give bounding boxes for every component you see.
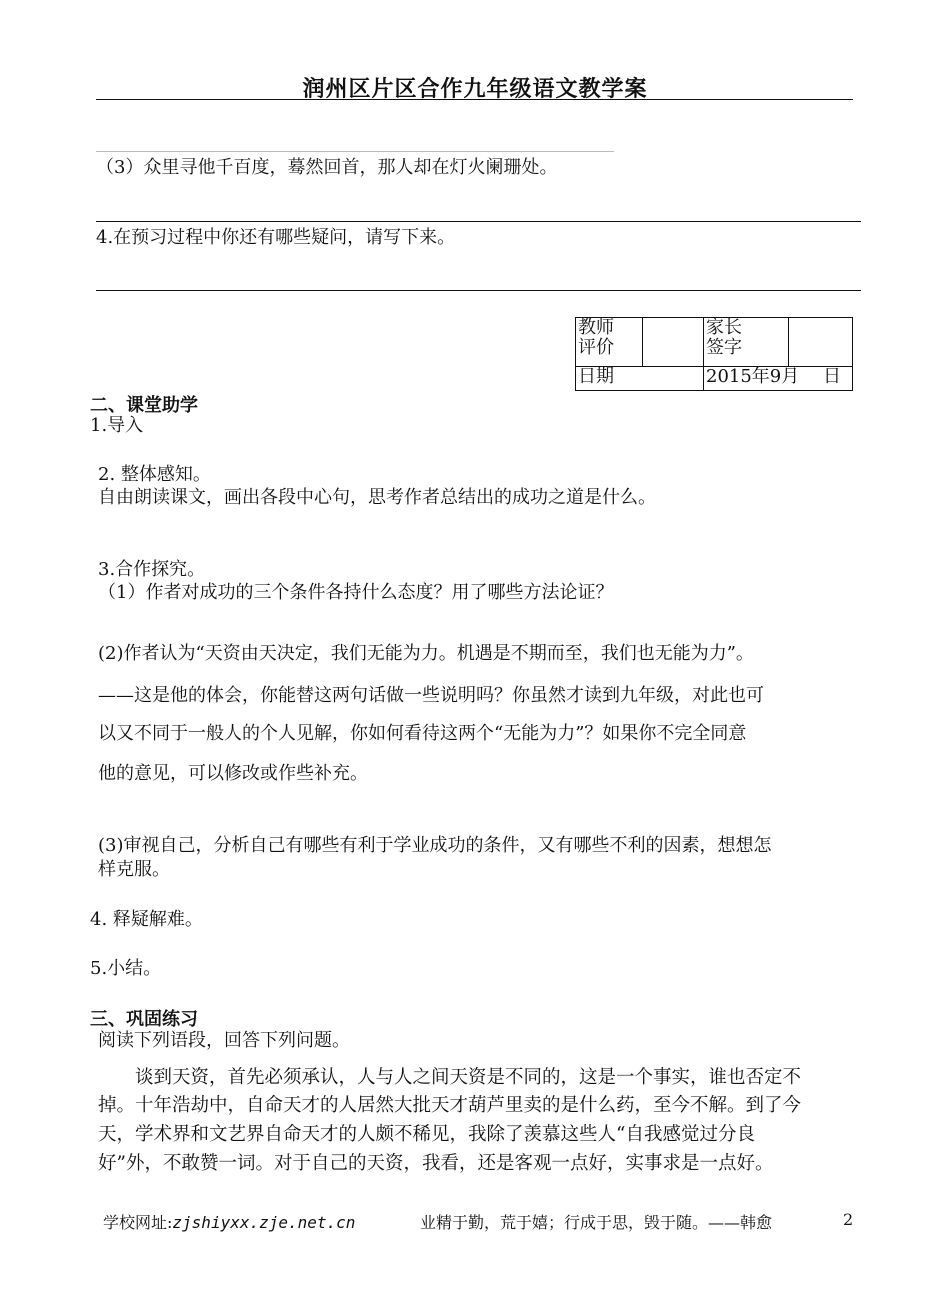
passage-line: 天，学术界和文艺界自命天才的人颇不稀见，我除了羡慕这些人“自我感觉过分良 <box>98 1124 755 1145</box>
answer-line <box>96 290 861 291</box>
question-2-line: ——这是他的体会，你能替这两句话做一些说明吗？你虽然才读到九年级，对此也可 <box>98 685 764 706</box>
passage-line: 好”外，不敢赞一词。对于自己的天资，我看，还是客观一点好，实事求是一点好。 <box>98 1153 774 1174</box>
exercise-instruction: 阅读下列语段，回答下列问题。 <box>98 1030 350 1051</box>
parent-sign-field[interactable] <box>789 318 853 367</box>
section-heading: 二、课堂助学 <box>90 395 198 416</box>
answer-line <box>96 151 614 152</box>
passage-line: 谈到天资，首先必须承认，人与人之间天资是不同的，这是一个事实，谁也否定不 <box>98 1067 802 1088</box>
footer-url[interactable]: zjshiyxx.zje.net.cn <box>172 1213 356 1232</box>
step-3-title: 3.合作探究。 <box>98 559 206 580</box>
page-title: 润州区片区合作九年级语文教学案 <box>302 76 648 102</box>
step-4-text: 4. 释疑解难。 <box>90 909 203 930</box>
question-3-text: （3）众里寻他千百度，蓦然回首，那人却在灯火阑珊处。 <box>96 157 558 178</box>
question-2-line: 他的意见，可以修改或作些补充。 <box>98 763 368 784</box>
answer-line <box>96 221 861 222</box>
question-4-text: 4.在预习过程中你还有哪些疑问，请写下来。 <box>96 227 456 248</box>
question-3-line: (3)审视自己，分析自己有哪些有利于学业成功的条件，又有哪些不利的因素，想想怎 <box>98 835 772 856</box>
teacher-eval-label: 教师 评价 <box>576 318 643 367</box>
page-number: 2 <box>843 1210 854 1229</box>
step-5-text: 5.小结。 <box>90 958 162 979</box>
evaluation-table <box>575 317 853 391</box>
date-label: 日期 <box>576 366 704 390</box>
footer-school-label: 学校网址: <box>103 1213 173 1232</box>
question-1-text: （1）作者对成功的三个条件各持什么态度？用了哪些方法论证？ <box>98 582 614 603</box>
question-2-line: 以又不同于一般人的个人见解，你如何看待这两个“无能为力”？如果你不完全同意 <box>98 723 747 744</box>
footer-school <box>103 1210 355 1233</box>
step-1-text: 1.导入 <box>90 415 144 436</box>
parent-sign-label: 家长 签字 <box>704 318 789 367</box>
question-3-line: 样克服。 <box>98 859 170 880</box>
step-2-title: 2. 整体感知。 <box>98 464 211 485</box>
section-heading: 三、巩固练习 <box>90 1009 198 1030</box>
passage-line: 掉。十年浩劫中，自命天才的人居然大批天才葫芦里卖的是什么药，至今不解。到了今 <box>98 1095 802 1116</box>
question-2-line: (2)作者认为“天资由天决定，我们无能为力。机遇是不期而至，我们也无能为力”。 <box>98 643 754 664</box>
step-2-body: 自由朗读课文，画出各段中心句，思考作者总结出的成功之道是什么。 <box>98 487 656 508</box>
footer-motto: 业精于勤，荒于嬉；行成于思，毁于随。——韩愈 <box>420 1213 773 1232</box>
date-value: 2015年9月 日 <box>704 366 853 390</box>
teacher-eval-field[interactable] <box>643 318 704 367</box>
header-rule <box>96 99 853 100</box>
